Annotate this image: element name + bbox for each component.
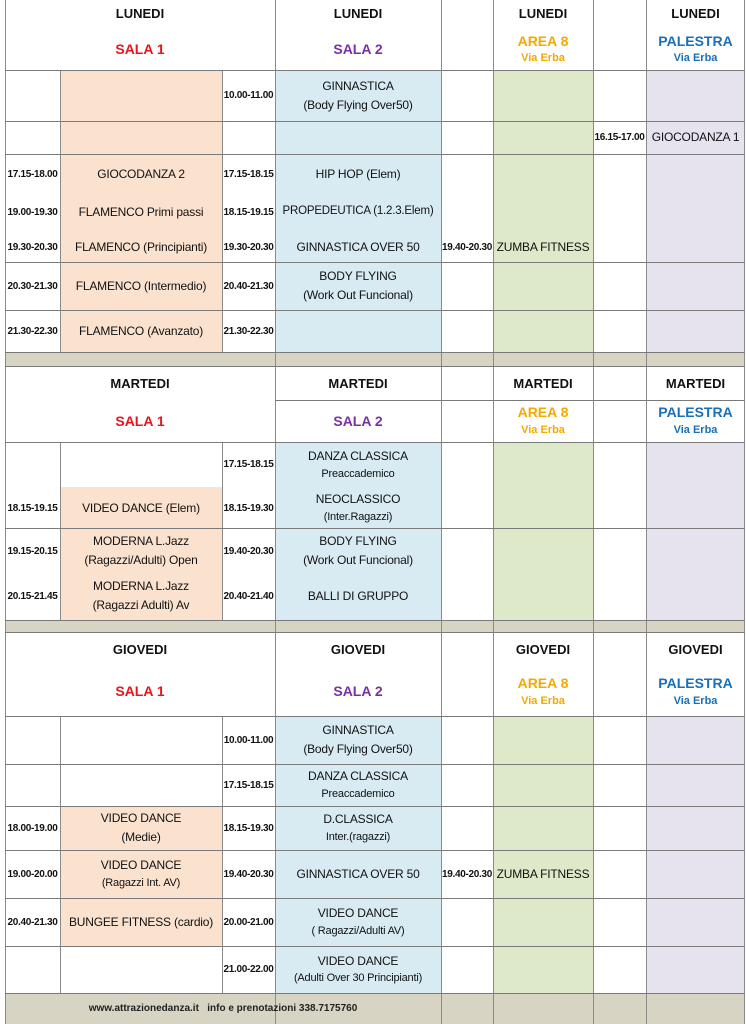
time: 19.40-20.30	[441, 241, 493, 253]
day-header-sala2: GIOVEDI	[330, 641, 386, 657]
time: 18.00-19.00	[7, 822, 58, 834]
activity: GIOCODANZA 2	[97, 166, 185, 181]
day-header-sala2: LUNEDI	[333, 5, 383, 21]
activity-line: VIDEO DANCE	[317, 906, 399, 921]
activity-line: (Medie)	[121, 830, 161, 844]
time: 19.00-20.00	[7, 868, 58, 880]
day-header-sala2: MARTEDI	[328, 375, 388, 391]
activity	[60, 851, 222, 897]
activity	[60, 574, 222, 618]
time: 21.30-22.30	[7, 325, 58, 337]
day-header-area8: LUNEDI	[518, 5, 568, 21]
room-area8: AREA 8	[517, 33, 569, 49]
room-area8-address: Via Erba	[521, 52, 565, 64]
room-palestra-address: Via Erba	[673, 52, 718, 64]
activity: ZUMBA FITNESS	[496, 866, 590, 881]
day-header-sala1: GIOVEDI	[112, 641, 168, 657]
time: 21.30-22.30	[223, 325, 274, 337]
activity-line: MODERNA L.Jazz	[93, 534, 189, 549]
activity	[275, 444, 441, 486]
activity	[275, 530, 441, 572]
time: 20.30-21.30	[7, 280, 58, 292]
time: 18.15-19.15	[223, 206, 274, 218]
time: 19.15-20.15	[7, 545, 58, 557]
room-palestra: PALESTRA	[658, 404, 733, 420]
room-area8: AREA 8	[517, 675, 569, 691]
time: 19.30-20.30	[223, 241, 274, 253]
activity-line: Inter.(ragazzi)	[325, 830, 391, 843]
day-header-area8: GIOVEDI	[515, 641, 571, 657]
activity-line: (Ragazzi Adulti) Av	[92, 598, 190, 612]
activity-line: (Ragazzi Int. AV)	[101, 876, 181, 889]
palestra-band	[646, 442, 745, 620]
activity: GIOCODANZA 1	[651, 130, 740, 145]
day-header-palestra: LUNEDI	[671, 5, 720, 21]
activity	[275, 718, 441, 762]
time: 18.15-19.30	[223, 822, 274, 834]
activity: PROPEDEUTICA (1.2.3.Elem)	[282, 205, 434, 218]
day-header-sala1: MARTEDI	[110, 375, 170, 391]
time: 20.40-21.30	[223, 280, 274, 292]
time: 17.15-18.00	[7, 168, 58, 180]
time: 10.00-11.00	[223, 734, 274, 746]
activity	[275, 806, 441, 850]
time: 17.15-18.15	[223, 779, 274, 791]
room-sala1: SALA 1	[115, 41, 165, 57]
time: 20.40-21.40	[223, 590, 274, 602]
activity	[275, 900, 441, 944]
activity-line: NEOCLASSICO	[315, 492, 401, 507]
activity	[275, 72, 441, 119]
activity: FLAMENCO Primi passi	[78, 204, 204, 219]
footer-contact[interactable]: www.attrazionedanza.it info e prenotazioni 338.7175760	[88, 1003, 358, 1014]
activity-line: VIDEO DANCE	[317, 953, 399, 968]
room-area8: AREA 8	[517, 404, 569, 420]
area8-band	[493, 442, 593, 620]
activity	[60, 530, 222, 572]
activity: GINNASTICA OVER 50	[296, 239, 420, 254]
separator-band	[5, 352, 745, 366]
activity	[60, 806, 222, 850]
activity-line: ( Ragazzi/Adulti AV)	[311, 924, 405, 937]
activity-line: DANZA CLASSICA	[308, 769, 408, 784]
time: 20.15-21.45	[7, 590, 58, 602]
room-sala2: SALA 2	[333, 413, 383, 429]
activity	[275, 947, 441, 992]
room-palestra-address: Via Erba	[673, 424, 718, 436]
activity-line: BODY FLYING	[319, 269, 397, 284]
activity: ZUMBA FITNESS	[496, 239, 590, 254]
time: 16.15-17.00	[594, 132, 645, 143]
time: 19.40-20.30	[441, 868, 493, 880]
activity-line: (Inter.Ragazzi)	[323, 510, 393, 523]
time: 19.00-19.30	[7, 206, 58, 218]
day-header-palestra: MARTEDI	[665, 375, 726, 391]
activity: VIDEO DANCE (Elem)	[82, 500, 200, 515]
day-header-palestra: GIOVEDI	[668, 641, 723, 657]
time: 19.30-20.30	[7, 241, 58, 253]
activity: FLAMENCO (Principianti)	[74, 239, 208, 254]
activity: BALLI DI GRUPPO	[307, 588, 409, 603]
time: 17.15-18.15	[223, 168, 274, 180]
time: 10.00-11.00	[223, 90, 274, 101]
activity-line: (Adulti Over 30 Principianti)	[293, 972, 423, 985]
time: 19.40-20.30	[223, 868, 274, 880]
activity-line: GINNASTICA	[322, 723, 394, 738]
activity	[275, 264, 441, 308]
room-sala1: SALA 1	[115, 413, 165, 429]
time: 21.00-22.00	[223, 964, 274, 975]
separator-band	[5, 620, 745, 632]
day-header-sala1: LUNEDI	[115, 5, 165, 21]
room-palestra-address: Via Erba	[673, 695, 718, 707]
time: 20.40-21.30	[7, 916, 58, 928]
time: 18.15-19.30	[223, 502, 274, 514]
activity-line: (Body Flying Over50)	[303, 97, 413, 112]
activity-line: DANZA CLASSICA	[308, 449, 408, 464]
room-palestra: PALESTRA	[658, 675, 733, 691]
room-area8-address: Via Erba	[521, 424, 565, 436]
room-sala1: SALA 1	[115, 683, 165, 699]
activity: GINNASTICA OVER 50	[296, 866, 420, 881]
room-palestra: PALESTRA	[658, 33, 733, 49]
time: 19.40-20.30	[223, 545, 274, 557]
activity: FLAMENCO (Avanzato)	[78, 323, 204, 338]
activity	[275, 764, 441, 806]
room-sala2: SALA 2	[333, 683, 383, 699]
activity-line: Preaccademico	[321, 787, 395, 800]
time: 20.00-21.00	[223, 916, 274, 928]
activity	[275, 487, 441, 529]
activity-line: (Work Out Funcional)	[303, 288, 413, 302]
activity-line: MODERNA L.Jazz	[93, 579, 189, 594]
sala1-band-cell	[60, 70, 222, 154]
activity: FLAMENCO (Intermedio)	[75, 278, 207, 293]
palestra-band	[646, 716, 745, 1024]
activity: BUNGEE FITNESS (cardio)	[68, 914, 214, 929]
activity-line: GINNASTICA	[322, 78, 394, 93]
activity-line: Preaccademico	[321, 467, 395, 480]
weekly-schedule	[5, 0, 745, 1024]
room-sala2: SALA 2	[333, 41, 383, 57]
activity-line: (Body Flying Over50)	[303, 742, 413, 756]
day-header-area8: MARTEDI	[513, 375, 573, 391]
activity-line: (Ragazzi/Adulti) Open	[84, 553, 198, 567]
time: 17.15-18.15	[223, 458, 274, 470]
activity-line: (Work Out Funcional)	[303, 553, 413, 567]
activity-line: BODY FLYING	[319, 534, 397, 549]
room-area8-address: Via Erba	[521, 695, 565, 707]
time: 18.15-19.15	[7, 502, 58, 514]
activity: HIP HOP (Elem)	[315, 166, 401, 181]
activity-line: VIDEO DANCE	[100, 858, 182, 873]
activity-line: D.CLASSICA	[323, 812, 393, 827]
activity-line: VIDEO DANCE	[100, 811, 182, 826]
